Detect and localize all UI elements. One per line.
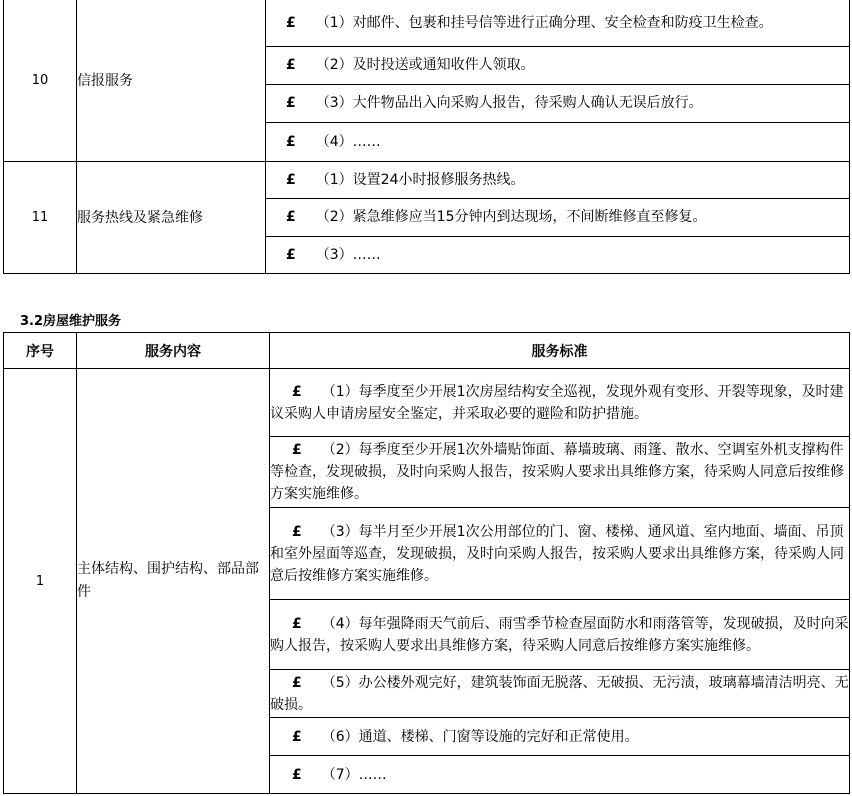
header-content: 服务内容 — [77, 333, 270, 369]
row-number: 10 — [4, 0, 77, 162]
standard-text: （1）对邮件、包裹和挂号信等进行正确分理、安全检查和防疫卫生检查。 — [315, 14, 773, 31]
checkbox-icon: £ — [292, 383, 302, 400]
checkbox-icon: £ — [292, 728, 302, 745]
standard-text: （2）紧急维修应当15分钟内到达现场，不间断维修直至修复。 — [315, 209, 707, 225]
service-standards-table-continued — [3, 0, 850, 274]
table-row — [4, 162, 850, 199]
checkbox-icon: £ — [286, 209, 296, 225]
standard-item — [266, 123, 850, 162]
table-row — [4, 0, 850, 47]
checkbox-icon: £ — [286, 95, 296, 111]
house-maintenance-table — [3, 332, 850, 794]
standard-item — [266, 199, 850, 237]
row-number: 1 — [4, 369, 77, 794]
standard-text: （3）大件物品出入向采购人报告，待采购人确认无误后放行。 — [315, 95, 703, 111]
standard-text: （2）及时投送或通知收件人领取。 — [315, 57, 535, 73]
standard-text: （1）每季度至少开展1次房屋结构安全巡视，发现外观有变形、开裂等现象，及时建议采购人申请房屋安全鉴定，并采取必要的避险和防护措施。 — [270, 383, 844, 422]
checkbox-icon: £ — [292, 523, 302, 540]
standard-text: （3）每半月至少开展1次公用部位的门、窗、楼梯、通风道、室内地面、墙面、吊顶和室外屋面等巡查，发现破损，及时向采购人报告，按采购人要求出具维修方案，待采购人同意后按维修方案实施维修。 — [270, 523, 844, 584]
service-content: 主体结构、围护结构、部品部件 — [77, 369, 270, 794]
standard-item — [266, 85, 850, 123]
standard-text: （2）每季度至少开展1次外墙贴饰面、幕墙玻璃、雨篷、散水、空调室外机支撑构件等检查，发现破损，及时向采购人报告，按采购人要求出具维修方案，待采购人同意后按维修方案实施维修。 — [270, 442, 844, 502]
checkbox-icon: £ — [286, 246, 296, 263]
standard-text: （7）…… — [321, 766, 387, 783]
header-standard: 服务标准 — [270, 333, 850, 369]
standard-item — [266, 237, 850, 274]
standard-item — [270, 718, 850, 756]
checkbox-icon: £ — [292, 615, 302, 632]
table-header-row — [4, 333, 850, 369]
standard-item — [270, 369, 850, 437]
service-content: 服务热线及紧急维修 — [77, 162, 266, 274]
standard-text: （6）通道、楼梯、门窗等设施的完好和正常使用。 — [321, 728, 639, 745]
standard-item — [270, 600, 850, 670]
standard-text: （5）办公楼外观完好，建筑装饰面无脱落、无破损、无污渍，玻璃幕墙清洁明亮、无破损。 — [270, 674, 849, 713]
table-row — [4, 369, 850, 437]
checkbox-icon: £ — [286, 133, 296, 150]
checkbox-icon: £ — [286, 57, 296, 73]
standard-item — [266, 47, 850, 85]
standard-text: （4）…… — [315, 133, 381, 150]
standard-text: （3）…… — [315, 246, 381, 263]
standard-item — [266, 162, 850, 199]
checkbox-icon: £ — [286, 171, 296, 188]
standard-item — [270, 508, 850, 600]
row-number: 11 — [4, 162, 77, 274]
checkbox-icon: £ — [286, 14, 296, 31]
section-title: 3.2房屋维护服务 — [20, 314, 122, 329]
standard-item — [270, 437, 850, 508]
standard-text: （4）每年强降雨天气前后、雨雪季节检查屋面防水和雨落管等，发现破损，及时向采购人报告，按采购人要求出具维修方案，待采购人同意后按维修方案实施维修。 — [270, 615, 849, 654]
standard-item — [270, 670, 850, 718]
checkbox-icon: £ — [292, 674, 302, 691]
service-content: 信报服务 — [77, 0, 266, 162]
checkbox-icon: £ — [292, 766, 302, 783]
standard-item — [270, 756, 850, 794]
standard-text: （1）设置24小时报修服务热线。 — [315, 171, 525, 188]
header-number: 序号 — [4, 333, 77, 369]
checkbox-icon: £ — [292, 442, 302, 458]
standard-item — [266, 0, 850, 47]
